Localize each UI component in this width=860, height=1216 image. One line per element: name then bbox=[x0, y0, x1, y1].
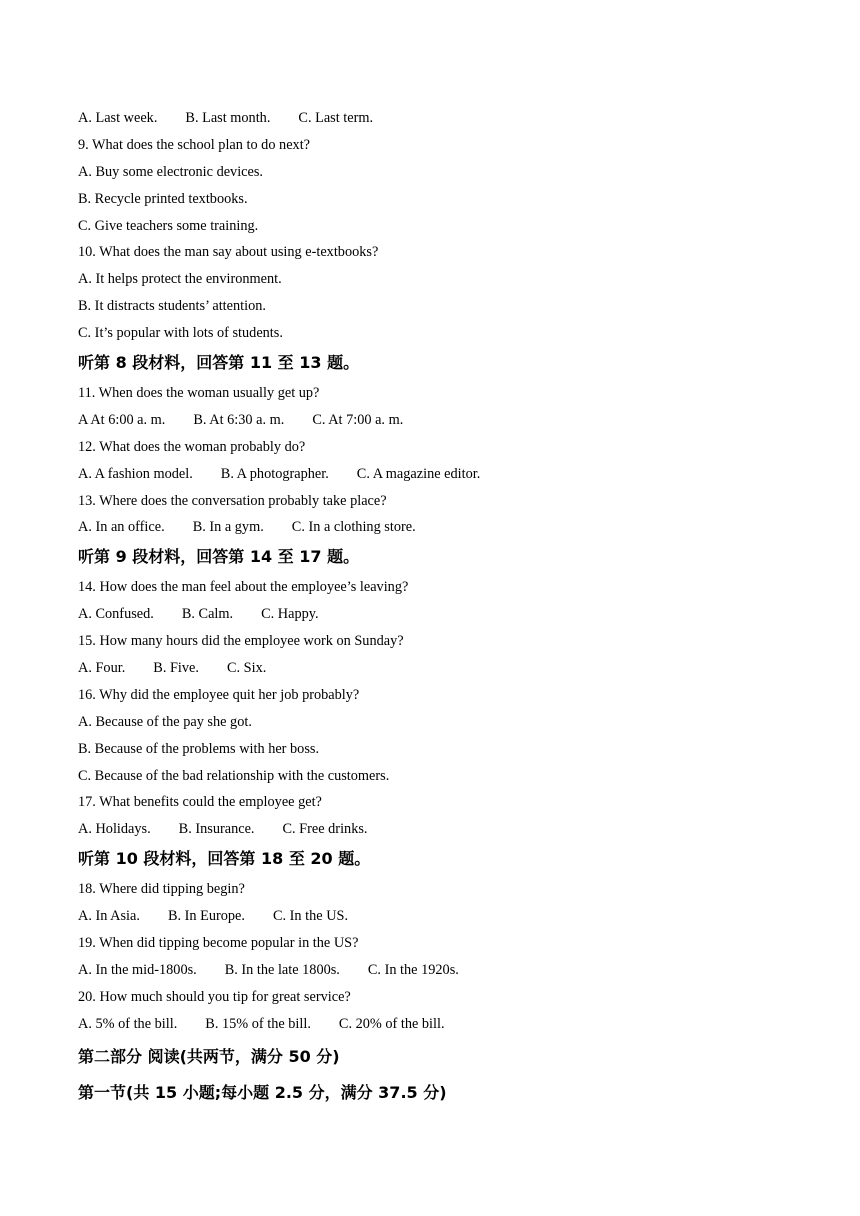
answer-option: B. In the late 1800s. bbox=[224, 961, 340, 978]
question-text: 13. Where does the conversation probably take place? bbox=[78, 492, 387, 509]
answer-options-row bbox=[78, 514, 778, 541]
answer-option-line: C. Give teachers some training. bbox=[78, 217, 259, 234]
answer-option-line: A. Because of the pay she got. bbox=[78, 713, 252, 730]
answer-options-row bbox=[78, 655, 778, 682]
answer-options-row bbox=[78, 407, 778, 434]
answer-option: C. In the 1920s. bbox=[367, 961, 459, 978]
answer-option: B. 15% of the bill. bbox=[205, 1015, 311, 1032]
answer-option: A At 6:00 a. m. bbox=[78, 411, 166, 428]
answer-option: C. Free drinks. bbox=[282, 821, 368, 838]
section-heading: 第一节(共 15 小题;每小题 2.5 分，满分 37.5 分) bbox=[78, 1082, 447, 1102]
answer-option: A. In Asia. bbox=[78, 908, 140, 925]
question-text: 11. When does the woman usually get up? bbox=[78, 385, 320, 402]
answer-option-line: C. Because of the bad relationship with the customers. bbox=[78, 767, 390, 784]
answer-option: A. Four. bbox=[78, 660, 126, 677]
answer-option: A. A fashion model. bbox=[78, 465, 193, 482]
question-text: 14. How does the man feel about the employee’s leaving? bbox=[78, 579, 409, 596]
answer-option: A. Confused. bbox=[78, 606, 154, 623]
answer-option: B. A photographer. bbox=[220, 465, 329, 482]
answer-options-row bbox=[78, 1011, 778, 1038]
question-text: 17. What benefits could the employee get? bbox=[78, 794, 322, 811]
answer-option-line: A. Buy some electronic devices. bbox=[78, 163, 264, 180]
answer-option: C. In the US. bbox=[272, 908, 349, 925]
answer-options-row bbox=[78, 957, 778, 984]
answer-options-row bbox=[78, 903, 778, 930]
answer-option-line: B. It distracts students’ attention. bbox=[78, 298, 266, 315]
answer-options-row bbox=[78, 105, 778, 132]
answer-option: C. In a clothing store. bbox=[291, 519, 416, 536]
answer-option: C. 20% of the bill. bbox=[338, 1015, 445, 1032]
question-text: 10. What does the man say about using e-textbooks? bbox=[78, 244, 379, 261]
section-heading: 第二部分 阅读(共两节，满分 50 分) bbox=[78, 1046, 340, 1066]
answer-option: A. In an office. bbox=[78, 519, 165, 536]
answer-option: B. Five. bbox=[153, 660, 199, 677]
answer-options-row bbox=[78, 461, 778, 488]
question-text: 20. How much should you tip for great service? bbox=[78, 988, 351, 1005]
section-heading: 听第 8 段材料，回答第 11 至 13 题。 bbox=[78, 353, 360, 373]
answer-option-line: B. Recycle printed textbooks. bbox=[78, 190, 248, 207]
question-text: 19. When did tipping become popular in the US? bbox=[78, 935, 359, 952]
answer-option-line: B. Because of the problems with her boss. bbox=[78, 740, 320, 757]
answer-option: C. Happy. bbox=[261, 606, 319, 623]
answer-option: C. Last term. bbox=[298, 110, 374, 126]
answer-option: A. Holidays. bbox=[78, 821, 151, 838]
answer-options-row bbox=[78, 816, 778, 843]
answer-option: A. 5% of the bill. bbox=[78, 1015, 178, 1032]
answer-option: B. At 6:30 a. m. bbox=[193, 411, 285, 428]
answer-option: C. At 7:00 a. m. bbox=[312, 411, 404, 428]
answer-option: C. Six. bbox=[226, 660, 267, 677]
answer-option-line: A. It helps protect the environment. bbox=[78, 271, 282, 288]
answer-option-line: C. It’s popular with lots of students. bbox=[78, 325, 283, 342]
section-heading: 听第 10 段材料，回答第 18 至 20 题。 bbox=[78, 849, 371, 869]
question-text: 16. Why did the employee quit her job probably? bbox=[78, 686, 360, 703]
answer-option: A. In the mid-1800s. bbox=[78, 961, 197, 978]
question-text: 12. What does the woman probably do? bbox=[78, 438, 306, 455]
answer-option: B. Calm. bbox=[181, 606, 234, 623]
section-heading: 听第 9 段材料，回答第 14 至 17 题。 bbox=[78, 547, 360, 567]
answer-option: B. In Europe. bbox=[167, 908, 245, 925]
answer-option: C. A magazine editor. bbox=[356, 465, 481, 482]
answer-option: B. Insurance. bbox=[178, 821, 255, 838]
answer-option: B. Last month. bbox=[185, 110, 271, 126]
answer-option: A. Last week. bbox=[78, 110, 158, 126]
answer-option: B. In a gym. bbox=[192, 519, 264, 536]
question-text: 9. What does the school plan to do next? bbox=[78, 136, 311, 153]
exam-page bbox=[78, 105, 778, 1112]
answer-options-row bbox=[78, 601, 778, 628]
question-text: 15. How many hours did the employee work on Sunday? bbox=[78, 633, 404, 650]
question-text: 18. Where did tipping begin? bbox=[78, 881, 245, 898]
